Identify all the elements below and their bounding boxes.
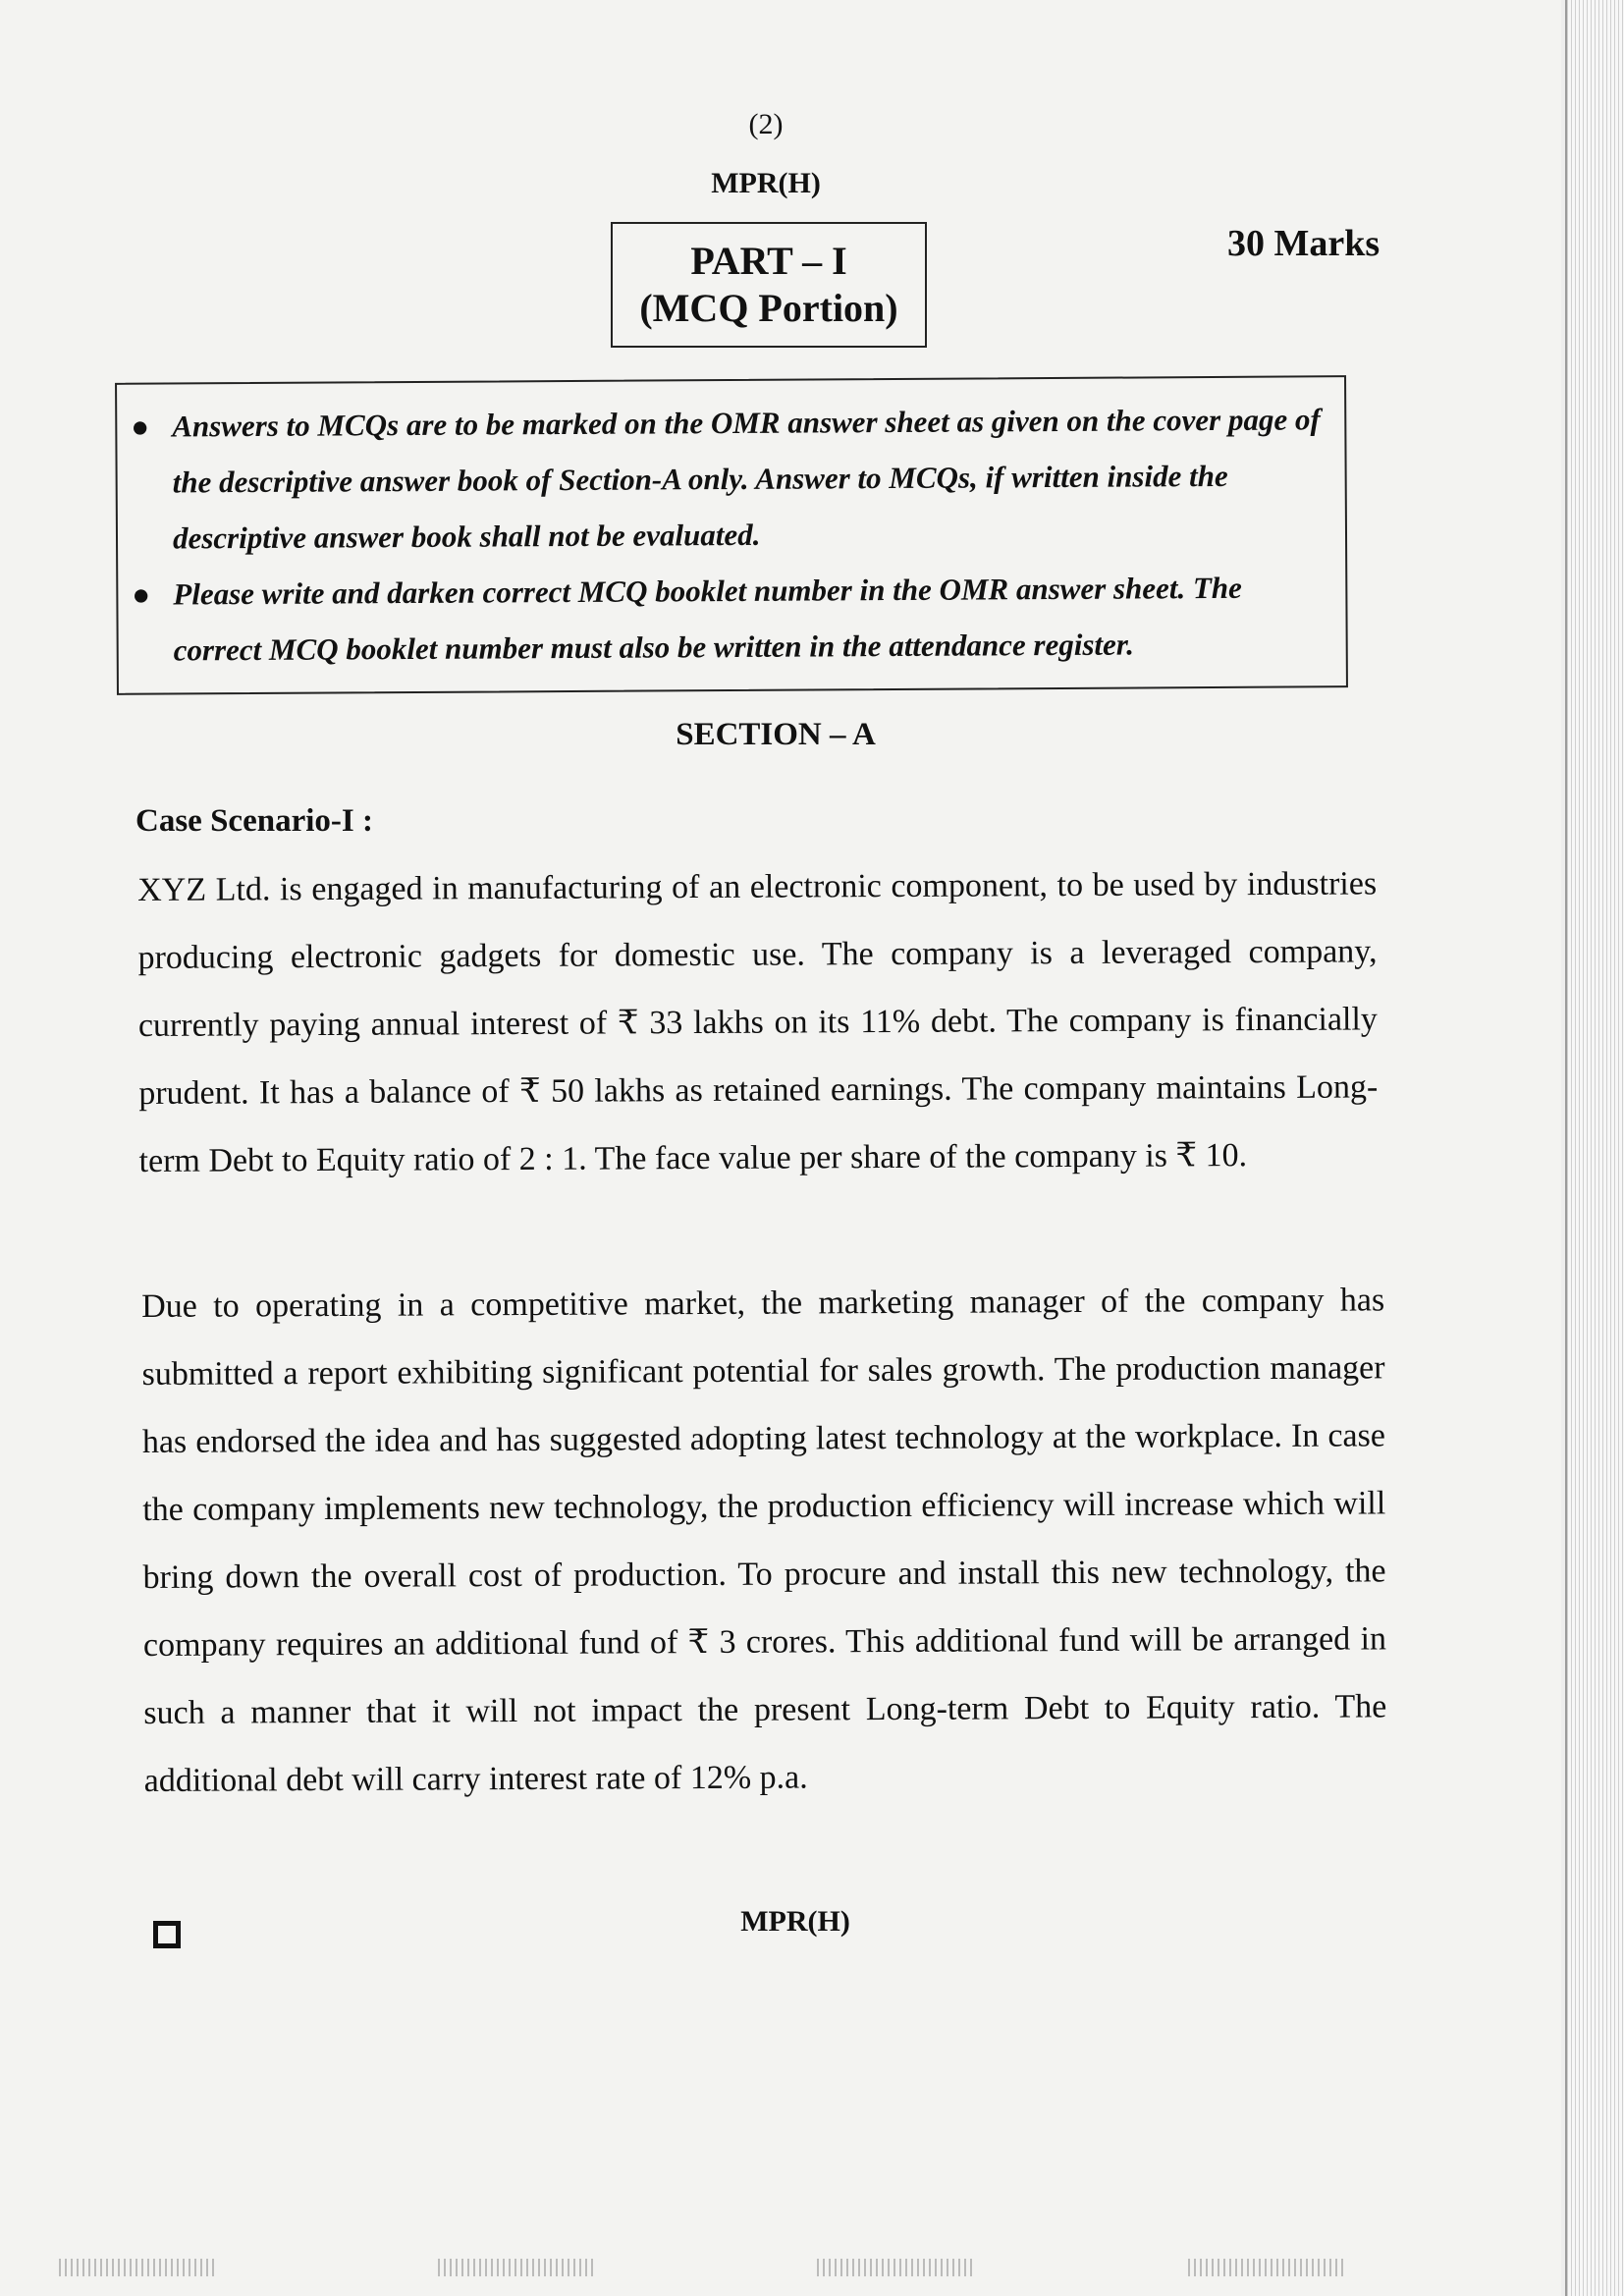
instruction-text: Answers to MCQs are to be marked on the OMR answer sheet as given on the cover page of the descriptive answer book of Section-A only. Answer to MCQs, if written inside the descriptive answer book shall not be evaluated. bbox=[172, 402, 1321, 556]
instruction-item bbox=[131, 391, 1327, 566]
case-paragraph: XYZ Ltd. is engaged in manufacturing of an electronic component, to be used by industries producing electronic gadgets for domestic use. The company is a leveraged company, currently paying annual interest of ₹ 33 lakhs on its 11% debt. The company is financially prudent. It has a balance of ₹ 50 lakhs as retained earnings. The company maintains Long-term Debt to Equity ratio of 2 : 1. The face value per share of the company is ₹ 10. bbox=[137, 865, 1379, 1179]
marks-label: 30 Marks bbox=[1227, 223, 1380, 264]
bullet-icon: ● bbox=[132, 576, 151, 612]
part-title-box bbox=[611, 222, 927, 348]
bullet-icon: ● bbox=[131, 409, 150, 444]
section-heading: SECTION – A bbox=[676, 717, 876, 752]
footer-stamp bbox=[817, 2259, 974, 2276]
footer-stamp bbox=[59, 2259, 216, 2276]
part-subtitle: (MCQ Portion) bbox=[639, 286, 898, 330]
part-title: PART – I bbox=[690, 239, 847, 283]
paper-code-header: MPR(H) bbox=[711, 167, 821, 199]
instructions-box bbox=[115, 375, 1348, 695]
paper-code-footer: MPR(H) bbox=[740, 1905, 850, 1938]
case-scenario-heading: Case Scenario-I : bbox=[135, 803, 373, 839]
footer-stamp bbox=[438, 2259, 595, 2276]
page-number: (2) bbox=[748, 108, 784, 140]
binding-edge bbox=[1565, 0, 1624, 2296]
case-paragraph: Due to operating in a competitive market, the marketing manager of the company has submitted a report exhibiting significant potential for sales growth. The production manager has endorsed the idea and has suggested adopting latest technology at the workplace. In case the company implements new technology, the production efficiency will increase which will bring down the overall cost of production. To procure and install this new technology, the company requires an additional fund of ₹ 3 crores. This additional fund will be arranged in such a manner that it will not impact the present Long-term Debt to Equity ratio. The additional debt will carry interest rate of 12% p.a. bbox=[141, 1282, 1387, 1799]
instruction-text: Please write and darken correct MCQ booklet number in the OMR answer sheet. The correct MCQ booklet number must also be written in the attendance register. bbox=[173, 570, 1242, 668]
footer-stamp bbox=[1188, 2259, 1345, 2276]
instruction-item bbox=[132, 559, 1328, 678]
